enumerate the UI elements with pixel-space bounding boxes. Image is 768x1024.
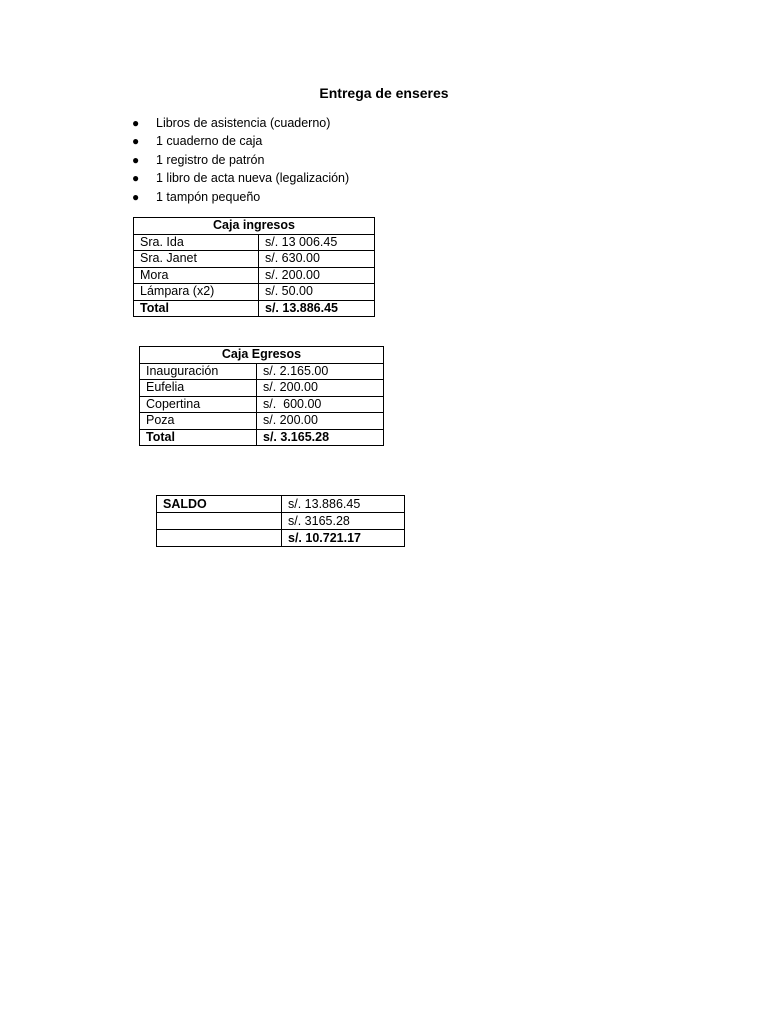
table-row: [134, 234, 375, 251]
list-item: ● 1 tampón pequeño: [132, 189, 261, 204]
saldo-result-value: s/. 10.721.17: [282, 530, 405, 547]
list-item: ● 1 registro de patrón: [132, 152, 265, 167]
table-cell-amount: s/. 630.00: [259, 251, 375, 268]
table-cell-amount: s/. 200.00: [259, 267, 375, 284]
table-cell-label: Inauguración: [140, 363, 257, 380]
table-cell-amount: s/. 200.00: [257, 380, 384, 397]
page-title: Entrega de enseres: [319, 85, 449, 101]
enseres-list: [132, 114, 349, 206]
bullet-icon: ●: [132, 116, 140, 130]
total-label: Total: [134, 300, 259, 317]
table-row: [134, 251, 375, 268]
table-row: [140, 413, 384, 430]
table-header: Caja Egresos: [140, 347, 384, 364]
table-cell-label: Sra. Ida: [134, 234, 259, 251]
table-cell-label: Eufelia: [140, 380, 257, 397]
list-item: ● 1 libro de acta nueva (legalización): [132, 171, 350, 186]
total-label: Total: [140, 429, 257, 446]
table-row: [157, 513, 405, 530]
table-cell-label: Poza: [140, 413, 257, 430]
saldo-ingresos-value: s/. 13.886.45: [282, 496, 405, 513]
caja-ingresos-table: [133, 217, 375, 317]
saldo-egresos-value: s/. 3165.28: [282, 513, 405, 530]
table-total-row: [134, 300, 375, 317]
saldo-table: [156, 495, 405, 547]
table-header-row: [140, 347, 384, 364]
table-cell-label: Lámpara (x2): [134, 284, 259, 301]
total-value: s/. 13.886.45: [259, 300, 375, 317]
table-cell-label: Sra. Janet: [134, 251, 259, 268]
empty-cell: [157, 530, 282, 547]
caja-egresos-table: [139, 346, 384, 446]
table-cell-amount: s/. 13 006.45: [259, 234, 375, 251]
table-row: [157, 496, 405, 513]
table-row: [157, 530, 405, 547]
table-row: [140, 396, 384, 413]
table-cell-amount: s/. 600.00: [257, 396, 384, 413]
table-header-row: [134, 218, 375, 235]
bullet-icon: ●: [132, 189, 140, 204]
table-row: [134, 284, 375, 301]
list-item: ● Libros de asistencia (cuaderno): [132, 116, 331, 130]
table-cell-amount: s/. 200.00: [257, 413, 384, 430]
table-cell-amount: s/. 2.165.00: [257, 363, 384, 380]
table-row: [140, 380, 384, 397]
table-header: Caja ingresos: [134, 218, 375, 235]
bullet-icon: ●: [132, 152, 140, 167]
list-item: ● 1 cuaderno de caja: [132, 134, 263, 149]
bullet-icon: ●: [132, 171, 140, 186]
saldo-label: SALDO: [157, 496, 282, 513]
table-cell-amount: s/. 50.00: [259, 284, 375, 301]
table-total-row: [140, 429, 384, 446]
table-cell-label: Mora: [134, 267, 259, 284]
table-cell-label: Copertina: [140, 396, 257, 413]
table-row: [140, 363, 384, 380]
table-row: [134, 267, 375, 284]
empty-cell: [157, 513, 282, 530]
total-value: s/. 3.165.28: [257, 429, 384, 446]
bullet-icon: ●: [132, 134, 140, 149]
